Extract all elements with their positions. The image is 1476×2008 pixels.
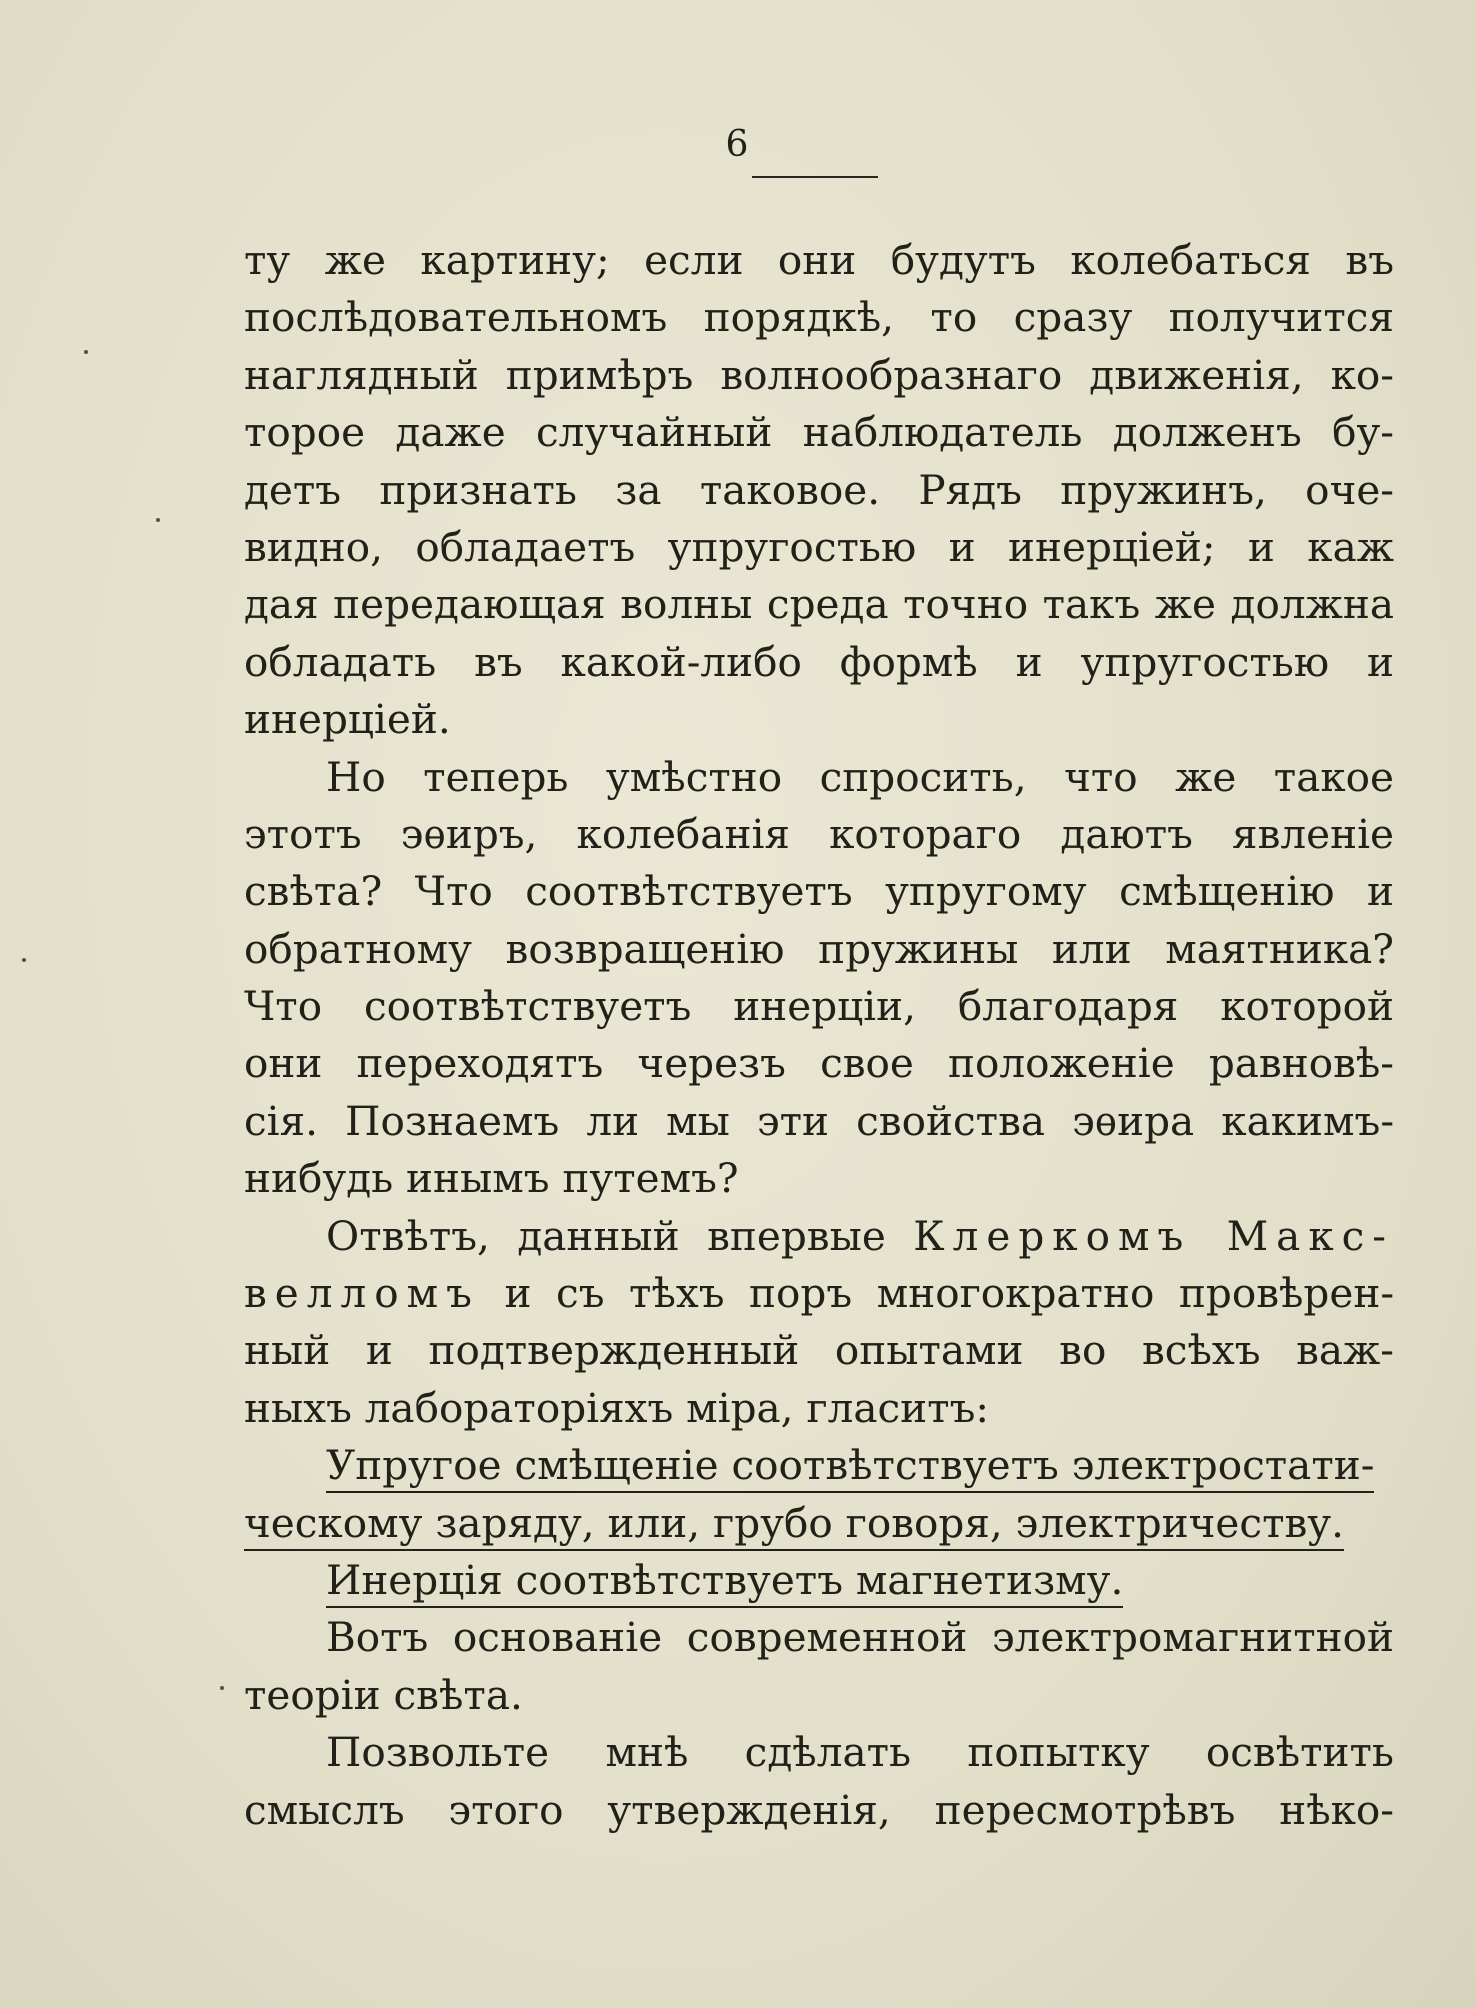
text-line: сія. Познаемъ ли мы эти свойства эѳира какимъ-	[244, 1096, 1394, 1145]
text-line: свѣта? Что соотвѣтствуетъ упругому смѣщенію и	[244, 867, 1394, 916]
paragraph-start-line: Позвольте мнѣ сдѣлать попытку освѣтить	[326, 1728, 1394, 1777]
page-number-rule	[752, 176, 878, 178]
paragraph-start-line	[244, 1208, 1394, 1265]
paper-speck	[84, 350, 88, 354]
text-line: детъ признать за таковое. Рядъ пружинъ, оче-	[244, 465, 1394, 514]
paper-speck	[22, 958, 26, 962]
text-line: послѣдовательномъ порядкѣ, то сразу получится	[244, 293, 1394, 342]
underlined-text: Упругое смѣщеніе соотвѣтствуетъ электростати-	[326, 1441, 1374, 1493]
text-line: инерціей.	[244, 695, 451, 744]
underlined-statement-line	[244, 1495, 1394, 1552]
paper-speck	[220, 1686, 224, 1690]
text-line: дая передающая волны среда точно такъ же должна	[244, 580, 1394, 629]
text-line: Что соотвѣтствуетъ инерціи, благодаря которой	[244, 982, 1394, 1031]
text-line: обратному возвращенію пружины или маятника?	[244, 924, 1394, 973]
text-line: теоріи свѣта.	[244, 1670, 523, 1719]
underlined-statement-line	[244, 1552, 1394, 1609]
spaced-name: Клеркомъ Макс-	[913, 1211, 1394, 1260]
underlined-text: ческому заряду, или, грубо говоря, электричеству.	[244, 1499, 1344, 1551]
text-line: ныхъ лабораторіяхъ міра, гласитъ:	[244, 1383, 989, 1432]
text-line: они переходятъ черезъ свое положеніе равновѣ-	[244, 1039, 1394, 1088]
text-line: смыслъ этого утвержденія, пересмотрѣвъ нѣко-	[244, 1785, 1394, 1834]
paragraph-start-line: Вотъ основаніе современной электромагнитной	[326, 1613, 1394, 1662]
underlined-text: Инерція соотвѣтствуетъ магнетизму.	[326, 1556, 1123, 1608]
text-line: обладать въ какой-либо формѣ и упругостью и	[244, 637, 1394, 686]
text-line: видно, обладаетъ упругостью и инерціей; и каж	[244, 522, 1394, 571]
text-line: нибудь инымъ путемъ?	[244, 1154, 739, 1203]
text-segment: Отвѣтъ, данный впервые	[326, 1211, 886, 1260]
text-line: ный и подтвержденный опытами во всѣхъ важ-	[244, 1326, 1394, 1375]
text-line	[244, 1265, 1394, 1322]
page-number: 6	[725, 124, 751, 165]
text-line: этотъ эѳиръ, колебанія котораго даютъ явленіе	[244, 809, 1394, 858]
text-line: торое даже случайный наблюдатель долженъ бу-	[244, 408, 1394, 457]
paper-speck	[156, 518, 160, 522]
body-text	[244, 232, 1394, 1839]
text-line: ту же картину; если они будутъ колебаться въ	[244, 236, 1394, 284]
underlined-statement-line	[244, 1437, 1394, 1494]
text-segment: и съ тѣхъ поръ многократно провѣрен-	[504, 1269, 1395, 1318]
paragraph-start-line: Но теперь умѣстно спросить, что же такое	[326, 752, 1394, 801]
spaced-name: велломъ	[244, 1269, 480, 1318]
text-line: наглядный примѣръ волнообразнаго движенія, ко-	[244, 350, 1394, 399]
